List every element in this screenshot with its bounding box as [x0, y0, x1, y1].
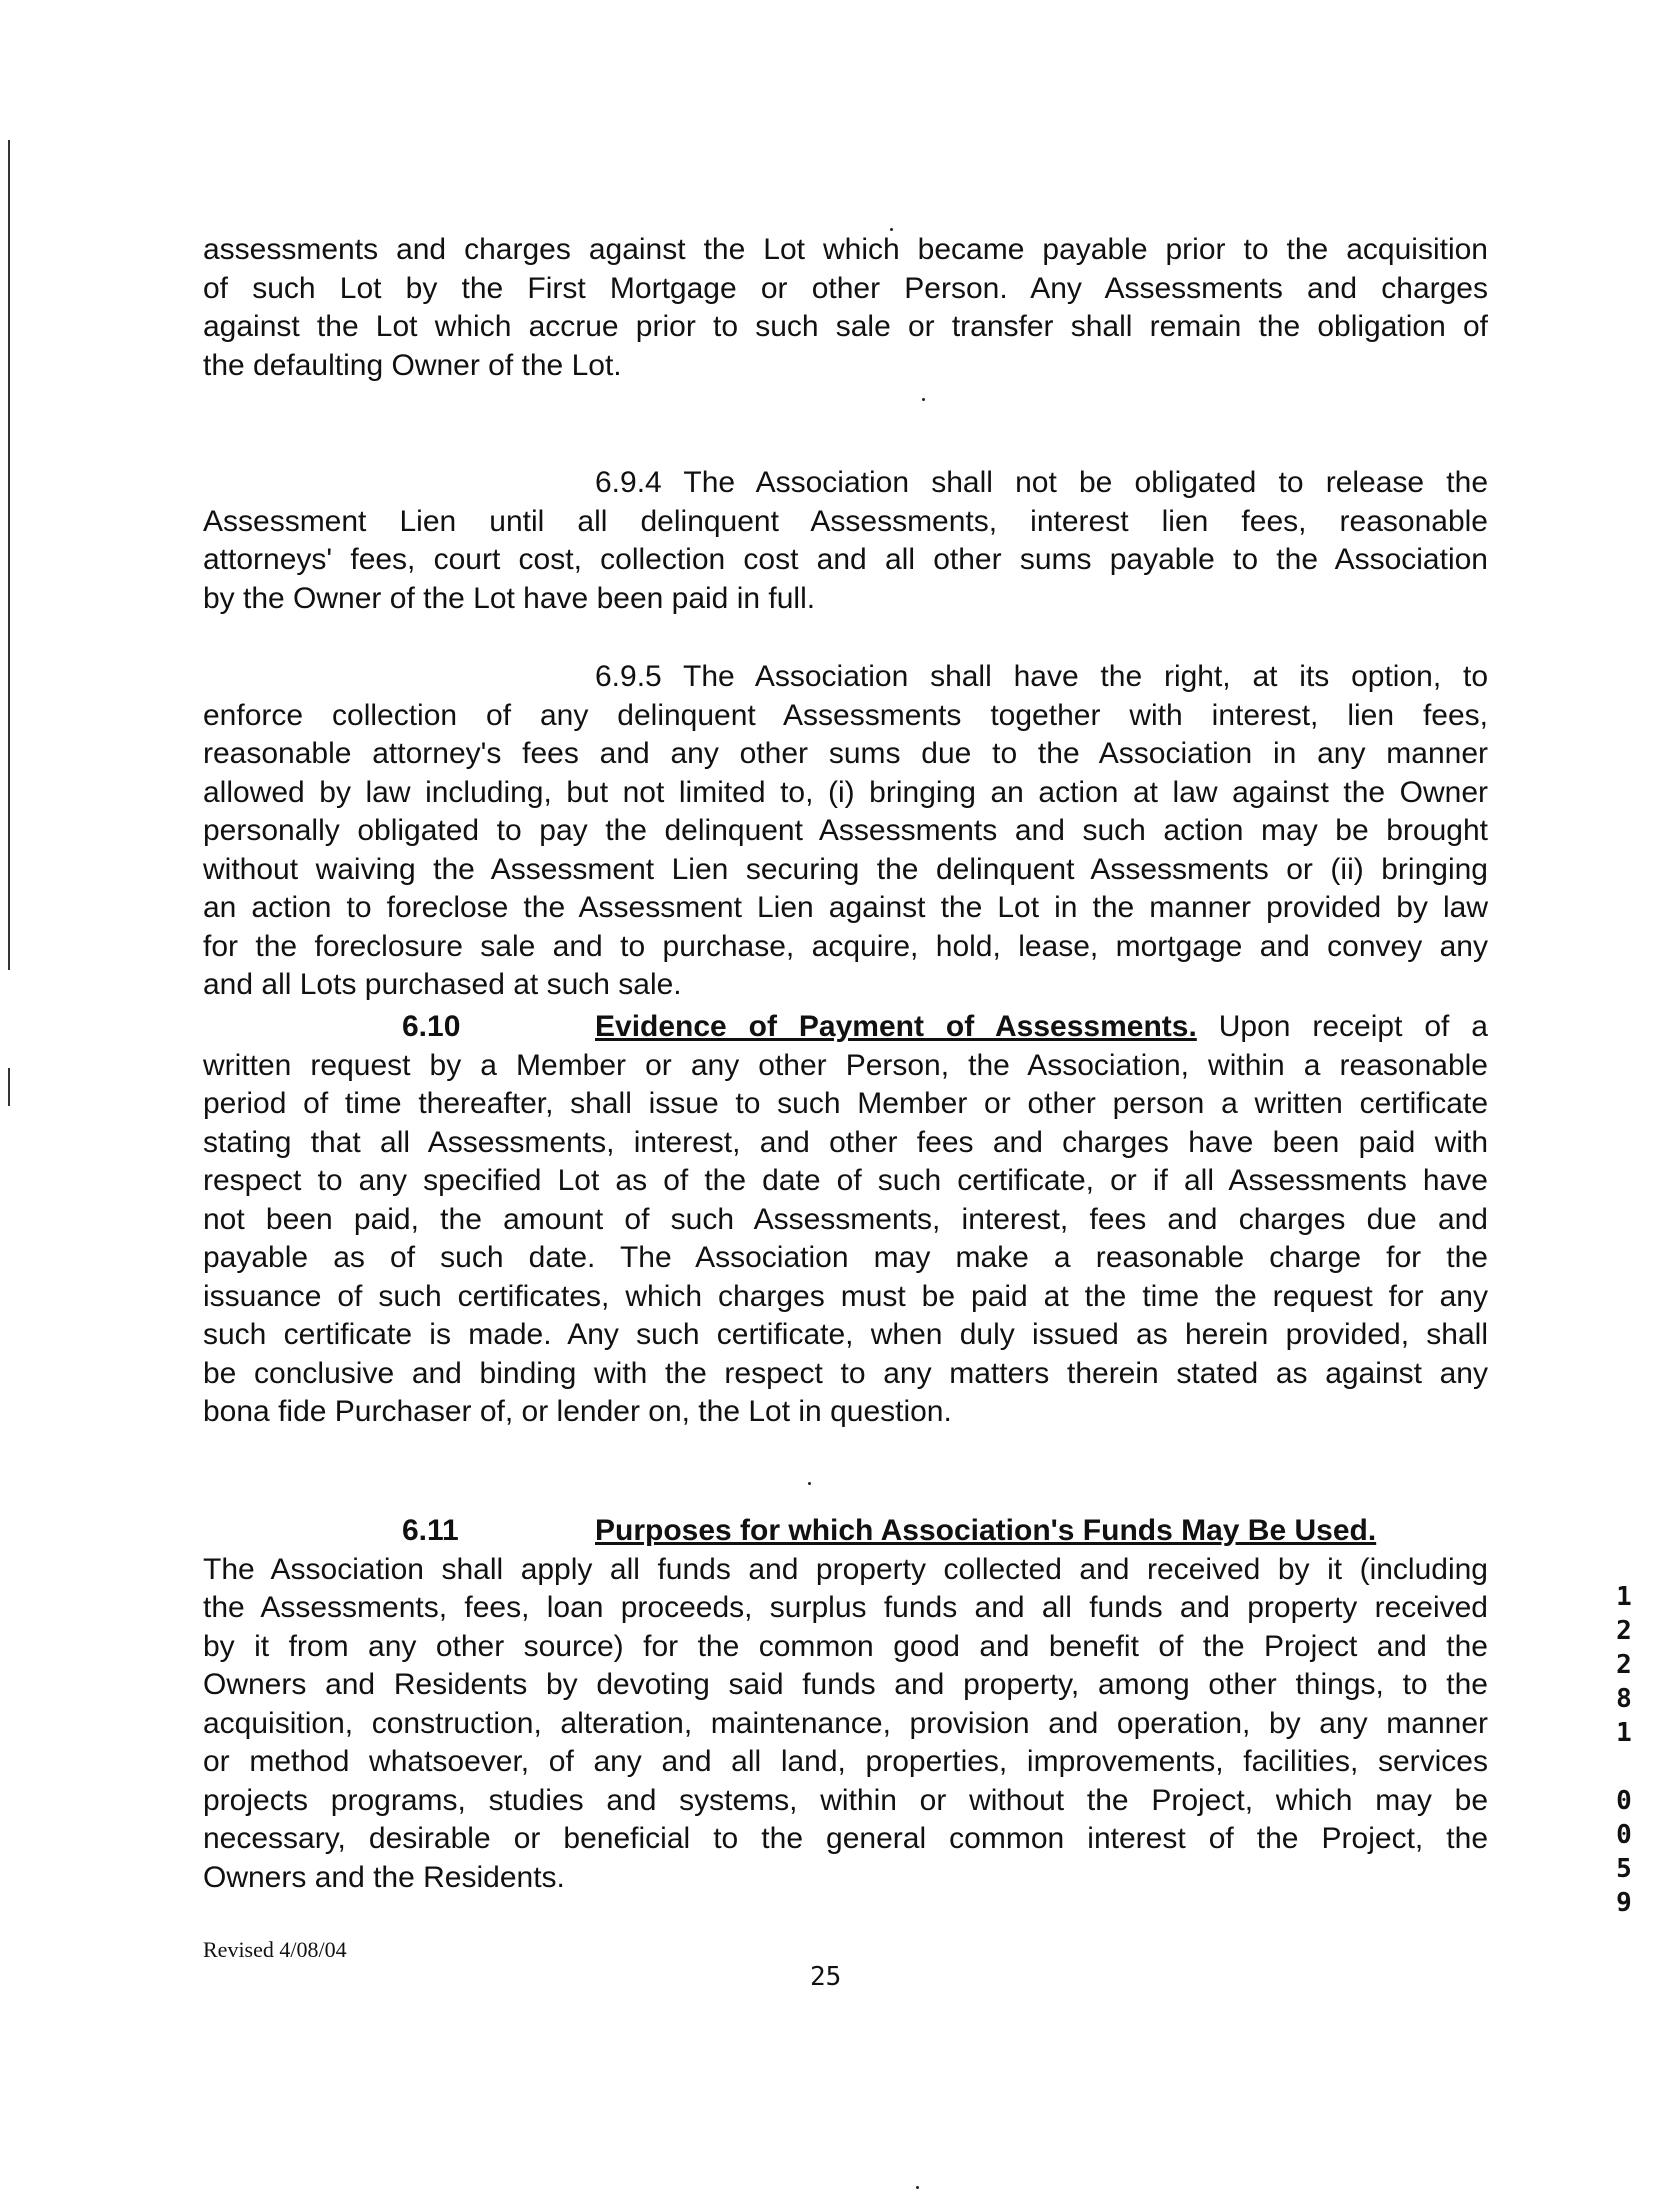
text-line: payable as of such date. The Association may make a reasonable charge for the [203, 1241, 1488, 1274]
paragraph-6-9-5 [203, 658, 1488, 1005]
text-line: allowed by law including, but not limited to, (i) bringing an action at law against the Owner [203, 775, 1488, 809]
stamp-digit: 9 [1616, 1888, 1632, 1918]
text-line: The Association shall apply all funds and property collected and received by it (including [203, 1552, 1488, 1586]
scan-speck [922, 398, 925, 401]
text-line: respect to any specified Lot as of the date of such certificate, or if all Assessments have [203, 1164, 1488, 1197]
text-line: without waiving the Assessment Lien securing the delinquent Assessments or (ii) bringing [203, 852, 1488, 886]
stamp-digit: 0 [1616, 1786, 1632, 1816]
text-line: written request by a Member or any other Person, the Association, within a reasonable [203, 1048, 1488, 1082]
text-line: enforce collection of any delinquent Assessments together with interest, lien fees, [203, 698, 1488, 732]
paragraph-6-10 [203, 1008, 1488, 1432]
section-title: Purposes for which Association's Funds May Be Used. [595, 1514, 1377, 1547]
stamp-digit [1612, 1750, 1636, 1784]
text-line: not been paid, the amount of such Assessments, interest, fees and charges due and [203, 1202, 1488, 1236]
section-number: 6.11 [402, 1514, 459, 1547]
text-line: attorneys' fees, court cost, collection cost and all other sums payable to the Association [203, 543, 1488, 576]
page-number: 25 [810, 1962, 842, 1992]
section-heading-line [203, 1008, 1488, 1047]
stamp-digit: 2 [1616, 1650, 1632, 1680]
text-line: and all Lots purchased at such sale. [203, 968, 682, 1001]
text-line: 6.9.4 The Association shall not be obligated to release the [595, 466, 1488, 499]
paragraph-6-9-3-cont [203, 231, 1488, 385]
section-heading-line [203, 1512, 1488, 1551]
stamp-digit: 1 [1616, 1582, 1632, 1612]
section-title: Evidence of Payment of Assessments. [595, 1010, 1197, 1043]
stamp-digit: 5 [1616, 1854, 1632, 1884]
text-line: an action to foreclose the Assessment Lien against the Lot in the manner provided by law [203, 891, 1488, 924]
text-line: by the Owner of the Lot have been paid in full. [203, 581, 816, 615]
text-line: for the foreclosure sale and to purchase, acquire, hold, lease, mortgage and convey any [203, 929, 1488, 963]
scan-speck [916, 2186, 919, 2189]
book-page-stamp [1612, 1580, 1636, 1920]
text-line: assessments and charges against the Lot which became payable prior to the acquisition [203, 233, 1488, 266]
text-line: 6.9.5 The Association shall have the right, at its option, to [595, 660, 1488, 693]
stamp-digit: 8 [1616, 1684, 1632, 1714]
text-line: bona fide Purchaser of, or lender on, the Lot in question. [203, 1395, 952, 1428]
text-line: such certificate is made. Any such certificate, when duly issued as herein provided, shall [203, 1318, 1488, 1351]
text-line: acquisition, construction, alteration, maintenance, provision and operation, by any manner [203, 1706, 1488, 1740]
text-line: the Assessments, fees, loan proceeds, surplus funds and all funds and property received [203, 1591, 1488, 1624]
text-line: Assessment Lien until all delinquent Assessments, interest lien fees, reasonable [203, 504, 1488, 538]
text-line: stating that all Assessments, interest, and other fees and charges have been paid with [203, 1125, 1488, 1159]
scan-speck [890, 228, 893, 231]
paragraph-6-11 [203, 1512, 1488, 1897]
paragraph-6-9-4 [203, 464, 1488, 618]
stamp-digit: 2 [1616, 1616, 1632, 1646]
text-line: against the Lot which accrue prior to such sale or transfer shall remain the obligation of [203, 310, 1488, 343]
text-line: or method whatsoever, of any and all land, properties, improvements, facilities, services [203, 1745, 1488, 1778]
text-line: Owners and Residents by devoting said funds and property, among other things, to the [203, 1668, 1488, 1701]
section-number: 6.10 [402, 1010, 461, 1043]
text-line: period of time thereafter, shall issue to such Member or other person a written certificate [203, 1087, 1488, 1120]
text-line: be conclusive and binding with the respect to any matters therein stated as against any [203, 1356, 1488, 1390]
text-line: reasonable attorney's fees and any other sums due to the Association in any manner [203, 737, 1488, 770]
scan-edge-line [8, 1068, 10, 1106]
scan-edge-line [8, 140, 10, 970]
stamp-digit: 1 [1616, 1718, 1632, 1748]
text-line: projects programs, studies and systems, within or without the Project, which may be [203, 1783, 1488, 1817]
stamp-digit: 0 [1616, 1820, 1632, 1850]
text-line: necessary, desirable or beneficial to the general common interest of the Project, the [203, 1822, 1488, 1855]
text-line: personally obligated to pay the delinquent Assessments and such action may be brought [203, 814, 1488, 847]
revision-note: Revised 4/08/04 [203, 1937, 347, 1962]
text-line: the defaulting Owner of the Lot. [203, 348, 622, 382]
text-line: by it from any other source) for the common good and benefit of the Project and the [203, 1629, 1488, 1663]
text-line: Owners and the Residents. [203, 1860, 565, 1894]
text-line: of such Lot by the First Mortgage or other Person. Any Assessments and charges [203, 271, 1488, 305]
scan-speck [808, 1482, 811, 1485]
text-line: issuance of such certificates, which charges must be paid at the time the request for any [203, 1279, 1488, 1313]
heading-line-text: Upon receipt of a [1218, 1010, 1488, 1043]
